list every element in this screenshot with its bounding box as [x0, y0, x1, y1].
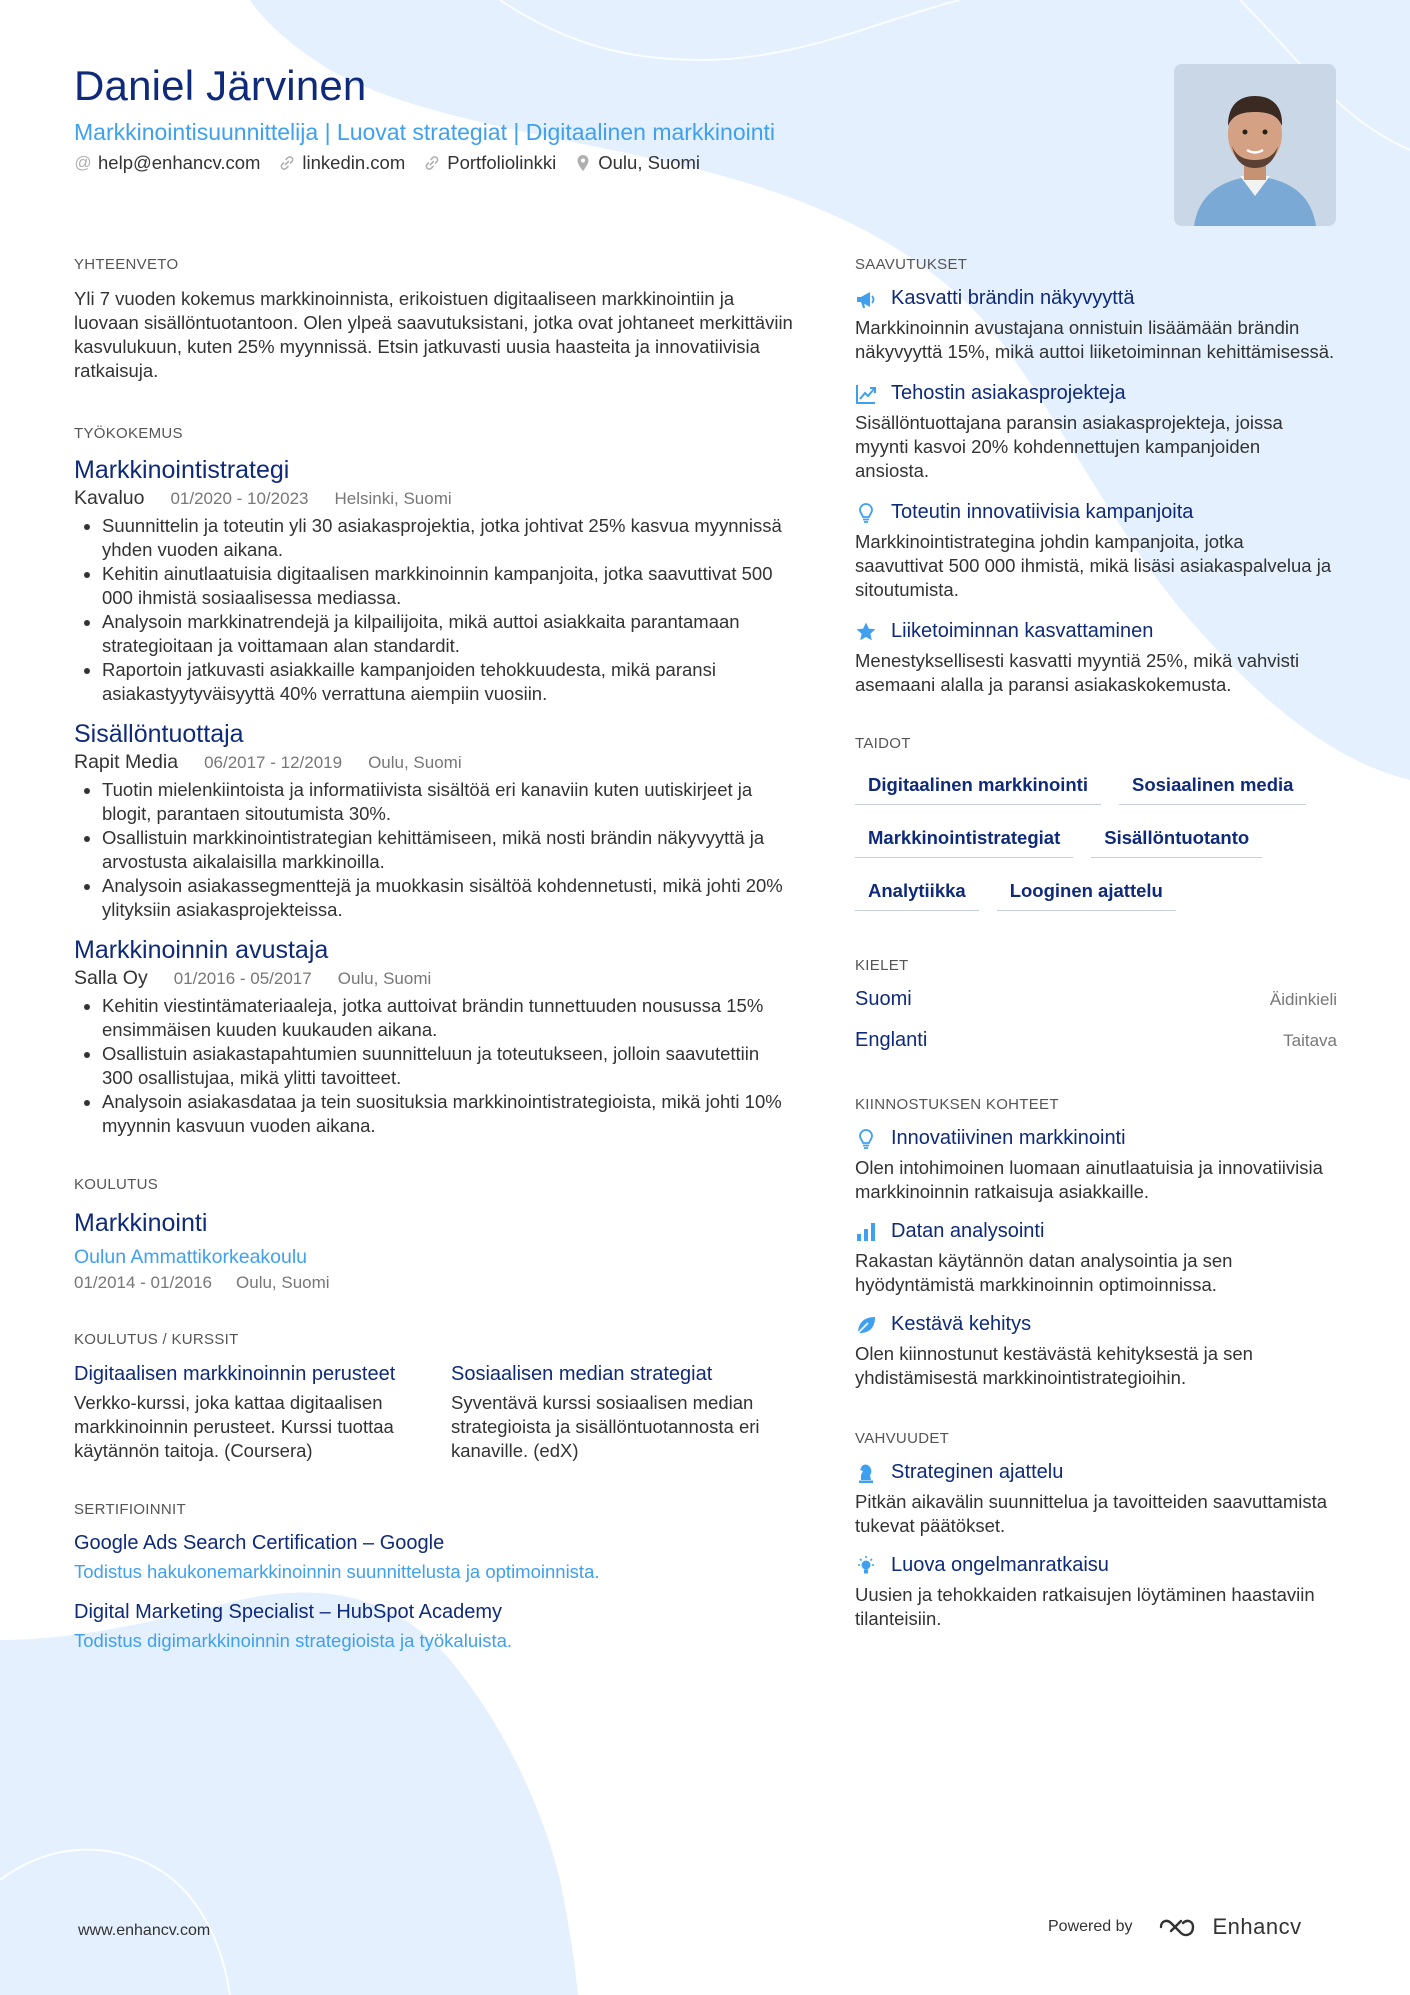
- section-title: KOULUTUS / KURSSIT: [74, 1331, 239, 1348]
- brand-name: Enhancv: [1212, 1914, 1302, 1939]
- lightbulb-icon: [855, 502, 877, 524]
- job-title: Markkinoinnin avustaja: [74, 936, 329, 964]
- company-name: Rapit Media: [74, 751, 179, 773]
- certification-title: Digital Marketing Specialist – HubSpot Academy: [74, 1601, 502, 1623]
- job-bullet: Osallistuin asiakastapahtumien suunnitteluun ja toteutukseen, jolloin saavutettiin 300 osallistujaa, mikä ylitti tavoitteet.: [74, 1042, 794, 1090]
- profile-photo: [1174, 64, 1336, 226]
- languages-section: [855, 957, 1337, 1052]
- language-row: [855, 1029, 1337, 1052]
- section-title: KIELET: [855, 957, 909, 974]
- course-description: Syventävä kurssi sosiaalisen median strategioista ja sisällöntuotannosta eri kanaville. (edX): [451, 1392, 760, 1461]
- job-bullet: Suunnittelin ja toteutin yli 30 asiakasprojektia, jotka johtivat 25% kasvua myynnissä yhden vuoden aikana.: [74, 514, 794, 562]
- section-title: KIINNOSTUKSEN KOHTEET: [855, 1096, 1059, 1113]
- skill-list: [855, 770, 1337, 911]
- courses-section: [74, 1331, 794, 1463]
- course-item: [74, 1362, 417, 1463]
- job-bullet: Kehitin viestintämateriaaleja, jotka auttoivat brändin tunnettuuden nousussa 15% ensimmäisen kuuden kuukauden aikana.: [74, 994, 794, 1042]
- company-name: Salla Oy: [74, 967, 148, 989]
- achievement-item: [855, 501, 1337, 602]
- achievement-description: Markkinointistrategina johdin kampanjoita, jotka saavuttivat 500 000 ihmistä, mikä lisäsi asiakaspalvelua ja sitoutumista.: [855, 531, 1332, 600]
- job-location: Helsinki, Suomi: [334, 489, 452, 508]
- strength-description: Uusien ja tehokkaiden ratkaisujen löytäminen haastaviin tilanteisiin.: [855, 1584, 1315, 1629]
- course-title: Sosiaalisen median strategiat: [451, 1363, 713, 1385]
- language-level: Äidinkieli: [1269, 990, 1337, 1009]
- interest-item: [855, 1313, 1337, 1390]
- job-title: Sisällöntuottaja: [74, 720, 244, 748]
- job-location: Oulu, Suomi: [368, 753, 462, 772]
- certification-description: Todistus digimarkkinoinnin strategioista ja työkaluista.: [74, 1630, 513, 1651]
- interest-item: [855, 1127, 1337, 1204]
- achievement-item: [855, 382, 1337, 483]
- brand-logo[interactable]: [1157, 1914, 1302, 1940]
- job-bullet: Analysoin markkinatrendejä ja kilpailijoita, mikä auttoi asiakkaita parantamaan strategioitaan ja voittamaan alan standardit.: [74, 610, 794, 658]
- job-entry: [74, 720, 794, 922]
- interest-title: Innovatiivinen markkinointi: [891, 1127, 1126, 1149]
- job-meta: [74, 751, 794, 774]
- course-title: Digitaalisen markkinoinnin perusteet: [74, 1363, 396, 1385]
- certification-title: Google Ads Search Certification – Google: [74, 1532, 445, 1554]
- job-bullets: [74, 778, 794, 922]
- achievement-item: [855, 620, 1337, 697]
- skill-tag: Analytiikka: [855, 876, 979, 911]
- language-name: Suomi: [855, 988, 912, 1010]
- job-bullet: Analysoin asiakasdataa ja tein suosituksia markkinointistrategioista, mikä johti 10% myynnin kasvuun vuoden aikana.: [74, 1090, 794, 1138]
- interest-item: [855, 1220, 1337, 1297]
- summary-section: [74, 256, 794, 383]
- achievement-description: Menestyksellisesti kasvatti myyntiä 25%, mikä vahvisti asemaani alalla ja paransi asiakaskokemusta.: [855, 650, 1300, 695]
- interest-description: Rakastan käytännön datan analysointia ja sen hyödyntämistä markkinoinnin optimoinnissa.: [855, 1250, 1233, 1295]
- contact-linkedin[interactable]: linkedin.com: [278, 152, 405, 174]
- job-dates: 06/2017 - 12/2019: [204, 753, 343, 772]
- section-title: KOULUTUS: [74, 1176, 159, 1193]
- education-dates: 01/2014 - 01/2016: [74, 1273, 213, 1292]
- certification-item: [74, 1532, 794, 1583]
- language-name: Englanti: [855, 1029, 928, 1051]
- idea-bulb-icon: [855, 1555, 877, 1577]
- section-title: VAHVUUDET: [855, 1430, 950, 1447]
- education-location: Oulu, Suomi: [236, 1273, 330, 1292]
- language-level: Taitava: [1283, 1031, 1337, 1050]
- strength-title: Strateginen ajattelu: [891, 1461, 1064, 1483]
- achievement-title: Kasvatti brändin näkyvyyttä: [891, 287, 1135, 309]
- achievement-title: Liiketoiminnan kasvattaminen: [891, 620, 1154, 642]
- job-dates: 01/2020 - 10/2023: [170, 489, 309, 508]
- section-title: YHTEENVETO: [74, 256, 179, 273]
- link-icon: [423, 155, 441, 171]
- candidate-headline: Markkinointisuunnittelija | Luovat strategiat | Digitaalinen markkinointi: [74, 119, 776, 145]
- candidate-name: Daniel Järvinen: [74, 62, 367, 109]
- job-bullets: [74, 994, 794, 1138]
- achievement-description: Markkinoinnin avustajana onnistuin lisäämään brändin näkyvyyttä 15%, mikä auttoi liiketoiminnan kehittämisessä.: [855, 317, 1335, 362]
- contact-location: Oulu, Suomi: [574, 152, 700, 174]
- lightbulb-icon: [855, 1128, 877, 1150]
- star-icon: [855, 621, 877, 643]
- powered-by-label: Powered by: [1048, 1918, 1133, 1935]
- education-meta: [74, 1273, 794, 1293]
- skill-tag: Digitaalinen markkinointi: [855, 770, 1101, 805]
- certification-item: [74, 1601, 794, 1652]
- job-bullet: Tuotin mielenkiintoista ja informatiivista sisältöä eri kanaviin kuten uutiskirjeet ja blogit, parantaen sitoutumista 30%.: [74, 778, 794, 826]
- section-title: SERTIFIOINNIT: [74, 1501, 186, 1518]
- job-bullet: Analysoin asiakassegmenttejä ja muokkasin sisältöä kohdennetusti, mikä johti 20% ylityksiin asiakasprojekteissa.: [74, 874, 794, 922]
- job-meta: [74, 967, 794, 990]
- interests-section: [855, 1096, 1337, 1390]
- contact-email[interactable]: @ help@enhancv.com: [74, 152, 261, 173]
- job-entry: [74, 456, 794, 706]
- course-item: [451, 1362, 794, 1463]
- course-list: [74, 1362, 794, 1463]
- interest-description: Olen intohimoinen luomaan ainutlaatuisia ja innovatiivisia markkinoinnin ratkaisuja asiakkaille.: [855, 1157, 1323, 1202]
- strength-item: [855, 1554, 1337, 1631]
- certifications-section: [74, 1501, 794, 1652]
- bar-chart-icon: [855, 1221, 877, 1243]
- skill-tag: Looginen ajattelu: [997, 876, 1176, 911]
- chess-knight-icon: [855, 1462, 877, 1484]
- achievements-section: [855, 256, 1337, 697]
- skill-tag: Sisällöntuotanto: [1091, 823, 1262, 858]
- achievement-item: [855, 287, 1337, 364]
- interest-description: Olen kiinnostunut kestävästä kehityksestä ja sen yhdistämisestä markkinointistrategioihin.: [855, 1343, 1253, 1388]
- leaf-icon: [855, 1314, 877, 1336]
- footer-website[interactable]: www.enhancv.com: [78, 1922, 211, 1939]
- strength-item: [855, 1461, 1337, 1538]
- right-column: [855, 256, 1337, 1631]
- education-section: [74, 1176, 794, 1293]
- job-entry: [74, 936, 794, 1138]
- section-title: TAIDOT: [855, 735, 911, 752]
- language-row: [855, 988, 1337, 1011]
- left-column: [74, 256, 794, 1652]
- achievement-title: Tehostin asiakasprojekteja: [891, 382, 1126, 404]
- megaphone-icon: [855, 288, 877, 310]
- footer-branding: [1048, 1914, 1302, 1940]
- job-bullet: Kehitin ainutlaatuisia digitaalisen markkinoinnin kampanjoita, jotka saavuttivat 500 000 ihmistä sosiaalisessa mediassa.: [74, 562, 794, 610]
- job-bullet: Osallistuin markkinointistrategian kehittämiseen, mikä nosti brändin näkyvyyttä ja arvostusta aikalaisilla markkinoilla.: [74, 826, 794, 874]
- interest-title: Kestävä kehitys: [891, 1313, 1032, 1335]
- job-dates: 01/2016 - 05/2017: [173, 969, 312, 988]
- strength-title: Luova ongelmanratkaisu: [891, 1554, 1109, 1576]
- job-bullet: Raportoin jatkuvasti asiakkaille kampanjoiden tehokkuudesta, mikä paransi asiakastyytyväisyyttä 40% verrattuna aiempiin vuosiin.: [74, 658, 794, 706]
- link-icon: [278, 155, 296, 171]
- enhancv-logo-icon: [1157, 1915, 1203, 1939]
- contact-portfolio[interactable]: Portfoliolinkki: [423, 152, 556, 174]
- company-name: Kavaluo: [74, 487, 145, 509]
- section-title: TYÖKOKEMUS: [74, 425, 183, 442]
- skill-tag: Markkinointistrategiat: [855, 823, 1073, 858]
- strengths-section: [855, 1430, 1337, 1631]
- skill-tag: Sosiaalinen media: [1119, 770, 1306, 805]
- achievement-title: Toteutin innovatiivisia kampanjoita: [891, 501, 1194, 523]
- degree-title: Markkinointi: [74, 1209, 208, 1237]
- job-title: Markkinointistrategi: [74, 456, 290, 484]
- job-meta: [74, 487, 794, 510]
- job-bullets: [74, 514, 794, 706]
- school-name: Oulun Ammattikorkeakoulu: [74, 1246, 308, 1268]
- contact-list: [74, 152, 700, 174]
- job-location: Oulu, Suomi: [337, 969, 432, 988]
- at-icon: @: [74, 153, 92, 172]
- skills-section: [855, 735, 1337, 911]
- course-description: Verkko-kurssi, joka kattaa digitaalisen markkinoinnin perusteet. Kurssi tuottaa käytännön taitoja. (Coursera): [74, 1392, 394, 1461]
- experience-section: [74, 425, 794, 1138]
- achievement-description: Sisällöntuottajana paransin asiakasprojekteja, joissa myynti kasvoi 20% kohdennettujen kampanjoiden ansiosta.: [855, 412, 1283, 481]
- summary-text: Yli 7 vuoden kokemus markkinoinnista, erikoistuen digitaaliseen markkinointiin ja luovaan sisällöntuotantoon. Olen ylpeä saavutuksistani, jotka ovat johtaneet merkittäviin kasvulukuun, kuten 25% myynnissä. Etsin jatkuvasti uusia haasteita ja innovatiivisia ratkaisuja.: [74, 288, 793, 381]
- location-pin-icon: [574, 154, 592, 172]
- trend-up-icon: [855, 383, 877, 405]
- strength-description: Pitkän aikavälin suunnittelua ja tavoitteiden saavuttamista tukevat päätökset.: [855, 1491, 1328, 1536]
- certification-description: Todistus hakukonemarkkinoinnin suunnittelusta ja optimoinnista.: [74, 1561, 600, 1582]
- section-title: SAAVUTUKSET: [855, 256, 968, 273]
- interest-title: Datan analysointi: [891, 1220, 1045, 1242]
